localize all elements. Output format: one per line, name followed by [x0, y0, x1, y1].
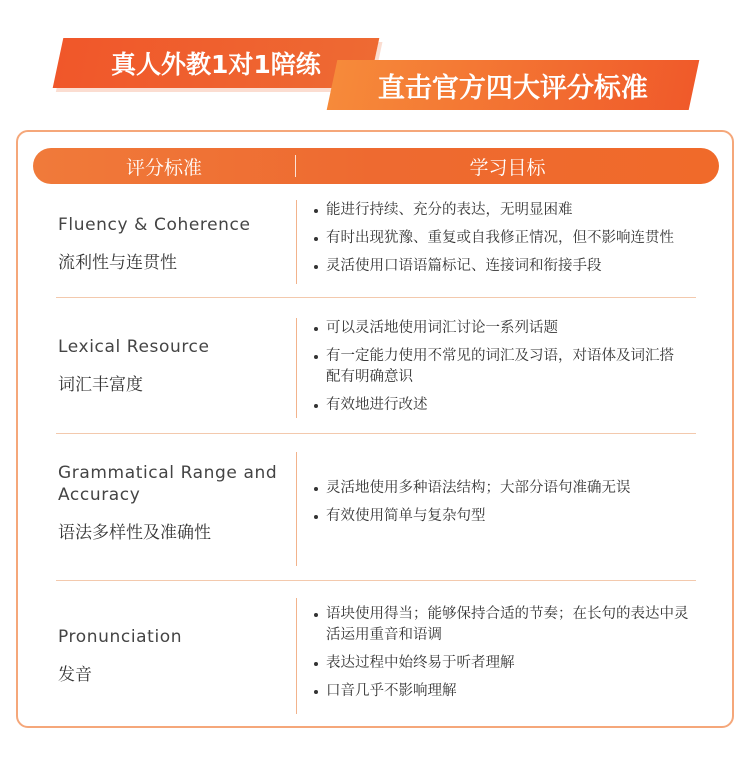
- banner-primary: [53, 38, 380, 88]
- criteria-name-cn: 流利性与连贯性: [58, 253, 177, 273]
- row-separator: [56, 297, 696, 298]
- goal-item: 有一定能力使用不常见的词汇及习语，对语体及词汇搭配有明确意识: [312, 346, 676, 388]
- row-divider: [296, 452, 297, 566]
- goal-item: 有时出现犹豫、重复或自我修正情况，但不影响连贯性: [312, 228, 702, 249]
- criteria-name-cn: 词汇丰富度: [58, 375, 143, 395]
- criteria-name-cn: 语法多样性及准确性: [58, 523, 211, 543]
- criteria-name-en: Grammatical Range and Accuracy: [58, 463, 278, 505]
- row-divider: [296, 598, 297, 714]
- banner-primary-text: 真人外教1对1陪练: [111, 50, 321, 79]
- goal-item: 有效使用简单与复杂句型: [312, 506, 702, 527]
- goal-item: 有效地进行改述: [312, 395, 702, 416]
- table-header: [33, 148, 719, 184]
- criteria-row-grammar: [56, 452, 696, 566]
- goal-item: 灵活使用口语语篇标记、连接词和衔接手段: [312, 256, 702, 277]
- row-separator: [56, 580, 696, 581]
- header-criteria-label: 评分标准: [125, 156, 202, 179]
- goal-item: 表达过程中始终易于听者理解: [312, 653, 702, 674]
- goals-list: [312, 200, 702, 284]
- goals-list: [312, 318, 702, 423]
- goal-item: 能进行持续、充分的表达，无明显困难: [312, 200, 702, 221]
- goals-list: [312, 478, 702, 534]
- criteria-row-fluency: [56, 200, 696, 284]
- row-separator: [56, 433, 696, 434]
- banner-secondary-text: 直击官方四大评分标准: [378, 72, 648, 104]
- banner-secondary: [327, 60, 700, 110]
- criteria-name-en: Fluency & Coherence: [58, 215, 251, 235]
- goal-item: 灵活地使用多种语法结构；大部分语句准确无误: [312, 478, 702, 499]
- criteria-row-lexical: [56, 318, 696, 418]
- goals-list: [312, 604, 702, 709]
- criteria-name-en: Lexical Resource: [58, 337, 210, 357]
- header-goals-label: 学习目标: [469, 156, 546, 179]
- row-divider: [296, 200, 297, 284]
- goal-item: 可以灵活地使用词汇讨论一系列话题: [312, 318, 702, 339]
- goal-item: 口音几乎不影响理解: [312, 681, 702, 702]
- row-divider: [296, 318, 297, 418]
- criteria-name-cn: 发音: [58, 665, 92, 685]
- criteria-row-pronunciation: [56, 598, 696, 714]
- criteria-name-en: Pronunciation: [58, 627, 183, 647]
- goal-item: 语块使用得当；能够保持合适的节奏；在长句的表达中灵活运用重音和语调: [312, 604, 696, 646]
